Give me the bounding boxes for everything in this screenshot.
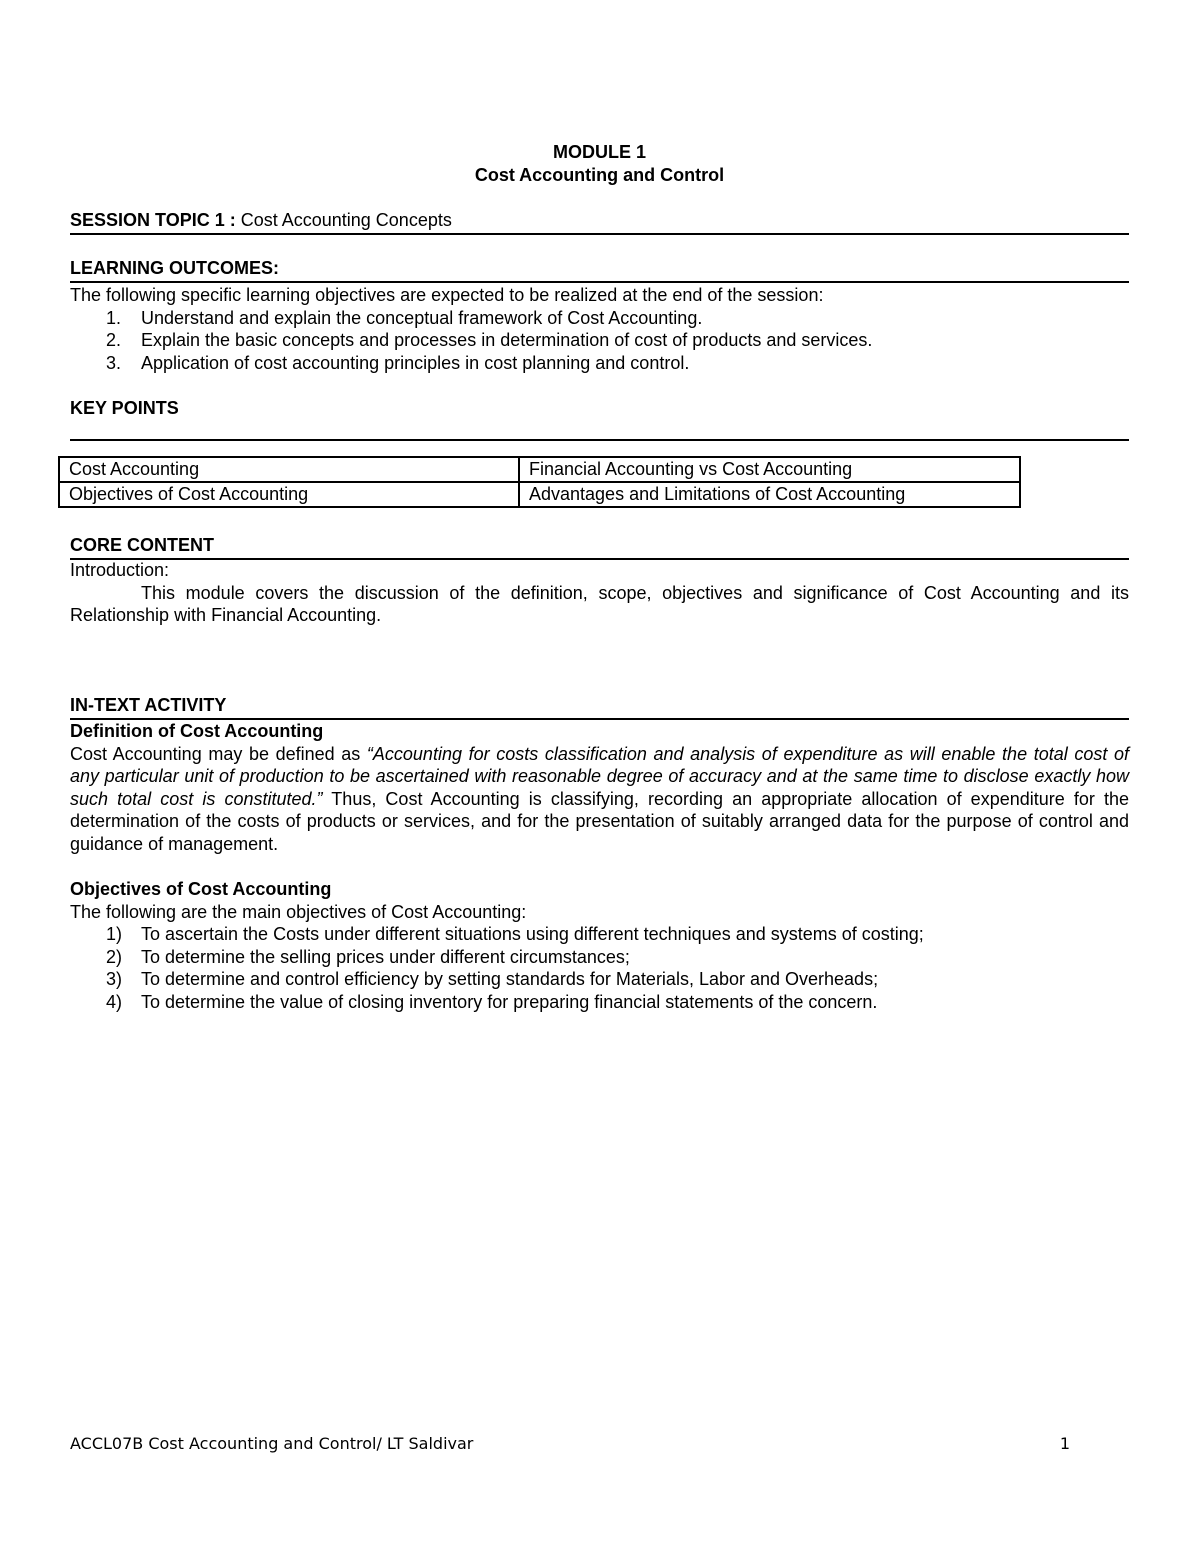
core-content-heading — [70, 534, 1129, 560]
learning-outcomes-intro: The following specific learning objectives are expected to be realized at the end of the session: — [70, 285, 824, 305]
list-item-text: Explain the basic concepts and processes in determination of cost of products and services. — [141, 330, 873, 351]
page-footer — [70, 1433, 1070, 1455]
table-row — [59, 482, 1020, 507]
objectives-list — [70, 923, 1129, 1013]
list-item-number: 3. — [106, 352, 122, 373]
footer-text: ACCL07B Cost Accounting and Control/ LT Saldivar — [70, 1434, 474, 1453]
objectives-section — [70, 878, 1129, 1014]
definition-title: Definition of Cost Accounting — [70, 721, 324, 741]
list-item-number: 2) — [106, 946, 123, 967]
module-number: MODULE 1 — [552, 142, 646, 162]
objectives-intro: The following are the main objectives of Cost Accounting: — [70, 901, 527, 922]
module-title: Cost Accounting and Control — [474, 164, 725, 185]
list-item-number: 3) — [106, 969, 123, 990]
objectives-title: Objectives of Cost Accounting — [70, 879, 332, 899]
list-item — [70, 352, 1129, 375]
table-cell: Advantages and Limitations of Cost Accounting — [519, 482, 1020, 507]
learning-outcomes-label: LEARNING OUTCOMES: — [70, 258, 279, 278]
key-points-heading: KEY POINTS — [70, 398, 179, 418]
core-content-paragraph: This module covers the discussion of the definition, scope, objectives and significance of Cost Accounting and its Relationship with Financial Accounting. — [70, 582, 1129, 626]
list-item-number: 4) — [106, 991, 123, 1012]
learning-outcomes-body — [70, 284, 1129, 374]
list-item — [70, 329, 1129, 352]
list-item — [70, 968, 1129, 991]
list-item-number: 2. — [106, 330, 122, 351]
list-item-text: To determine the value of closing inventory for preparing financial statements of the concern. — [141, 991, 878, 1012]
session-topic — [70, 209, 1129, 235]
document-page — [70, 0, 1129, 1553]
table-cell: Financial Accounting vs Cost Accounting — [519, 457, 1020, 482]
key-points-divider — [70, 439, 1129, 441]
list-item — [70, 923, 1129, 946]
module-heading — [70, 141, 1129, 186]
core-content-body — [70, 559, 1129, 627]
page-number: 1 — [1059, 1434, 1070, 1453]
definition-lead: Cost Accounting may be defined as — [70, 743, 367, 764]
definition-rest: Thus, Cost Accounting is classifying, recording an appropriate allocation of expenditure for the determination of the costs of products or services, and for the presentation of suitably arranged data for the purpose of control and guidance of management. — [70, 788, 1129, 854]
key-points-table — [58, 456, 1021, 508]
table-cell: Cost Accounting — [59, 457, 519, 482]
core-content-label: CORE CONTENT — [70, 535, 214, 555]
session-topic-value: Cost Accounting Concepts — [235, 210, 452, 230]
definition-section — [70, 720, 1129, 856]
list-item-text: To determine the selling prices under different circumstances; — [141, 946, 630, 967]
table-row — [59, 457, 1020, 482]
in-text-activity-label: IN-TEXT ACTIVITY — [70, 695, 227, 715]
core-content-intro-label: Introduction: — [70, 560, 170, 580]
list-item — [70, 307, 1129, 330]
definition-paragraph — [70, 743, 1129, 856]
learning-outcomes-list — [70, 307, 1129, 375]
learning-outcomes-heading — [70, 257, 1129, 283]
in-text-activity-heading — [70, 694, 1129, 720]
list-item — [70, 991, 1129, 1014]
list-item-text: To determine and control efficiency by setting standards for Materials, Labor and Overheads; — [141, 969, 879, 990]
definition-quote: “Accounting for costs classification and analysis of expenditure as will enable the total cost of any particular unit of production to be ascertained with reasonable degree of accuracy and at the same time to disclose exactly how such total cost is constituted.” — [70, 743, 1129, 809]
list-item-text: To ascertain the Costs under different situations using different techniques and systems of costing; — [141, 924, 924, 945]
list-item-text: Application of cost accounting principles in cost planning and control. — [141, 352, 690, 373]
list-item-number: 1) — [106, 924, 123, 945]
session-topic-label: SESSION TOPIC 1 : — [70, 210, 236, 230]
list-item-text: Understand and explain the conceptual framework of Cost Accounting. — [141, 307, 703, 328]
list-item-number: 1. — [106, 307, 122, 328]
list-item — [70, 946, 1129, 969]
table-cell: Objectives of Cost Accounting — [59, 482, 519, 507]
